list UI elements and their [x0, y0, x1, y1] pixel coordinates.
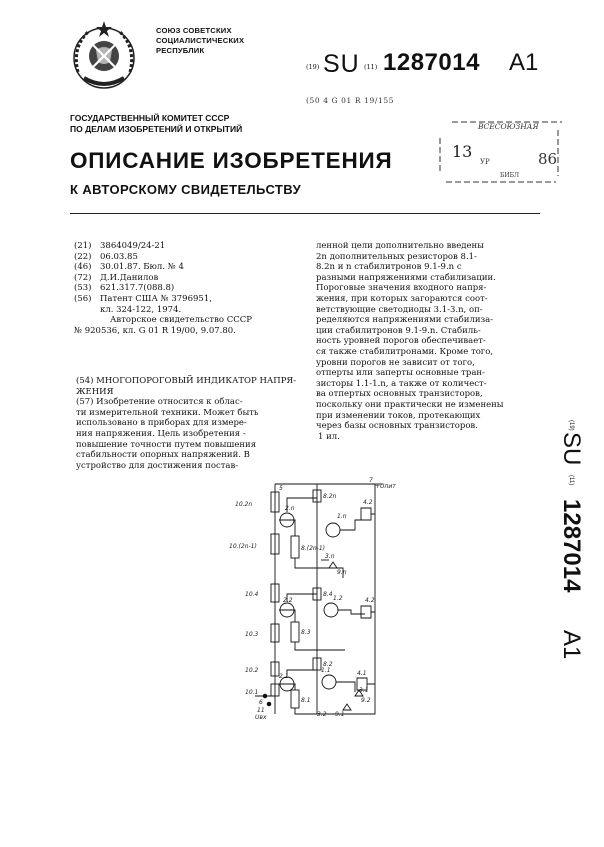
- side-document-number: [552, 420, 585, 680]
- text-line: уровни порогов не зависит от того,: [316, 357, 475, 368]
- side-kind: A1: [558, 630, 585, 660]
- union-name-line: СОЦИАЛИСТИЧЕСКИХ: [156, 36, 245, 45]
- label-8-4: 8.4: [323, 591, 333, 598]
- biblio-code: (46): [74, 262, 92, 273]
- text-line: повышение точности путем повышения: [76, 439, 257, 450]
- ipc-classification: (50 4 G 01 R 19/155: [306, 96, 395, 105]
- text-line: 1 ил.: [318, 431, 340, 442]
- resistor-8-3: [291, 622, 299, 642]
- text-line: стабильности опорных напряжений. В: [76, 450, 250, 461]
- stamp-bottom: БИБЛ: [500, 172, 520, 179]
- bibliographic-data: [74, 241, 304, 336]
- transistor-1-2: [324, 603, 338, 617]
- label-4-2: 4.2: [365, 597, 375, 604]
- biblio-value: 621.317.7(088.8): [100, 283, 175, 294]
- label-1-n: 1.n: [337, 513, 347, 520]
- biblio-code: (72): [74, 272, 92, 283]
- input-node: [263, 694, 267, 698]
- led-3-n: [329, 562, 337, 568]
- label-10-4: 10.4: [245, 591, 259, 598]
- label-10-2n: 10.2n: [235, 501, 253, 508]
- stage-n-output: [287, 498, 367, 530]
- stamp-year: 86: [538, 150, 558, 168]
- label-2-2: 2.2: [283, 597, 293, 604]
- country-code: SU: [323, 50, 360, 78]
- label-n5: 5: [279, 485, 283, 492]
- transistor-1-n: [326, 523, 340, 537]
- abstract-right-column: [316, 241, 546, 442]
- text-line: использовано в приборах для измере-: [76, 418, 247, 429]
- biblio-continuation: Авторское свидетельство СССР: [110, 315, 252, 326]
- abstract-left-column: [76, 376, 304, 471]
- label-2-n: 2.n: [285, 505, 295, 512]
- label-n11: 11: [257, 707, 265, 714]
- side-country: SU: [558, 432, 585, 466]
- text-line: ти измерительной техники. Может быть: [76, 407, 259, 418]
- divider: [70, 213, 540, 214]
- text-line: ся также стабилитронами. Кроме того,: [316, 346, 494, 357]
- label-vplus: +Uпит: [375, 483, 396, 490]
- label-3-n: 3.n: [325, 553, 335, 560]
- inid-code-19: (19): [306, 63, 320, 71]
- text-line: устройство для достижения постав-: [76, 460, 239, 471]
- state-emblem: [66, 18, 142, 94]
- biblio-row: [74, 262, 304, 273]
- label-8-3: 8.3: [301, 629, 311, 636]
- display-4-n: [361, 508, 371, 520]
- patent-number: 1287014: [383, 49, 480, 76]
- transistor-1-1: [322, 675, 336, 689]
- text-line: Пороговые значения входного напря-: [316, 283, 487, 294]
- text-line: разными напряжениями стабилизации.: [316, 272, 496, 283]
- inid-code-11: (11): [364, 63, 378, 71]
- side-code-19: (19): [568, 420, 574, 431]
- biblio-continuation: кл. 324-122, 1974.: [100, 304, 182, 315]
- text-line: зисторы 1.1-1.n, а также от количест-: [316, 378, 487, 389]
- biblio-row: [74, 294, 304, 305]
- text-line: 8.2n и n стабилитронов 9.1-9.n с: [316, 262, 462, 273]
- text-line: ния напряжения. Цель изобретения -: [76, 428, 246, 439]
- label-9-n: 9.n: [337, 569, 347, 576]
- biblio-row: [74, 252, 304, 263]
- biblio-value: 06.03.85: [100, 251, 138, 262]
- biblio-value: 3864049/24-21: [100, 241, 166, 251]
- side-code-11: (11): [568, 475, 574, 486]
- label-10-3: 10.3: [245, 631, 259, 638]
- label-1-1: 1.1: [321, 667, 331, 674]
- biblio-row: [74, 241, 304, 252]
- biblio-code: (22): [74, 251, 92, 262]
- biblio-code: (56): [74, 293, 92, 304]
- biblio-row: [74, 283, 304, 294]
- text-line: ветствующие светодиоды 3.1-3.n, оп-: [316, 304, 483, 315]
- biblio-continuation: № 920536, кл. G 01 R 19/00, 9.07.80.: [74, 325, 236, 336]
- text-line: ленной цели дополнительно введены: [316, 241, 484, 251]
- text-line: ЖЕНИЯ: [76, 386, 114, 397]
- biblio-row: [74, 273, 304, 284]
- stamp-label: ВСЕСОЮЗНАЯ: [478, 122, 539, 131]
- union-name-line: СОЮЗ СОВЕТСКИХ: [156, 26, 232, 35]
- label-10-1: 10.1: [245, 689, 259, 696]
- resistor-8-1: [291, 690, 299, 708]
- text-line: жения, при которых загораются соот-: [316, 293, 488, 304]
- committee-line: ПО ДЕЛАМ ИЗОБРЕТЕНИЙ И ОТКРЫТИЙ: [70, 124, 243, 134]
- label-n7: 7: [369, 477, 373, 484]
- label-4-1: 4.1: [357, 670, 367, 677]
- resistor-8-2n-1: [291, 536, 299, 558]
- text-line: при изменении токов, протекающих: [316, 410, 481, 421]
- text-line: ва отпертых основных транзисторов,: [316, 389, 483, 400]
- label-10-2n-1: 10.(2n-1): [229, 543, 257, 550]
- stamp-small: УР: [480, 158, 490, 166]
- common-node: [267, 702, 271, 706]
- document-kind: A1: [509, 49, 539, 76]
- circuit-diagram: [225, 477, 396, 721]
- label-8-2n: 8.2n: [323, 493, 337, 500]
- committee-name: [70, 113, 242, 135]
- label-8-2n-1: 8.(2n-1): [301, 545, 326, 552]
- biblio-value: Патент США № 3796951,: [100, 293, 212, 304]
- committee-line: ГОСУДАРСТВЕННЫЙ КОМИТЕТ СССР: [70, 113, 230, 123]
- display-4-2: [361, 606, 371, 618]
- label-3-1: 3.1: [359, 687, 369, 694]
- text-line: 2n дополнительных резисторов 8.1-: [316, 251, 477, 262]
- label-8-1: 8.1: [301, 697, 311, 704]
- label-1-2: 1.2: [333, 595, 343, 602]
- text-line: поскольку они практически не изменены: [316, 399, 504, 410]
- biblio-value: Д.И.Данилов: [100, 272, 159, 283]
- text-line: (54) МНОГОПОРОГОВЫЙ ИНДИКАТОР НАПРЯ-: [76, 376, 297, 386]
- label-n6: 6: [259, 699, 263, 706]
- label-9-1: 9.1: [335, 711, 345, 718]
- text-line: ции стабилитронов 9.1-9.n. Стабиль-: [316, 325, 481, 336]
- label-4-n: 4.2: [363, 499, 373, 506]
- biblio-code: (21): [74, 241, 92, 251]
- text-line: через базы основных транзисторов.: [316, 421, 478, 432]
- text-line: ределяются напряжениями стабилиза-: [316, 315, 494, 326]
- document-subtitle: К АВТОРСКОМУ СВИДЕТЕЛЬСТВУ: [70, 182, 302, 197]
- union-name-line: РЕСПУБЛИК: [156, 46, 205, 55]
- text-line: ность уровней порогов обеспечивает-: [316, 336, 486, 347]
- label-10-2: 10.2: [245, 667, 259, 674]
- document-title: ОПИСАНИЕ ИЗОБРЕТЕНИЯ: [70, 148, 393, 173]
- side-number: 1287014: [558, 499, 585, 593]
- label-uin: Uвх: [255, 714, 267, 721]
- text-line: (57) Изобретение относится к облас-: [76, 397, 243, 408]
- label-9-2: 9.2: [361, 697, 371, 704]
- stamp-day: 13: [452, 142, 473, 161]
- label-2-1: 2.1: [279, 673, 289, 680]
- text-line: отперты или заперты основные тран-: [316, 368, 485, 379]
- label-3-2: 3.2: [317, 711, 327, 718]
- label-8-2: 8.2: [323, 661, 333, 668]
- union-name: [156, 26, 286, 56]
- zener-9-1: [343, 704, 351, 710]
- biblio-code: (53): [74, 283, 92, 294]
- biblio-value: 30.01.87. Бюл. № 4: [100, 262, 184, 273]
